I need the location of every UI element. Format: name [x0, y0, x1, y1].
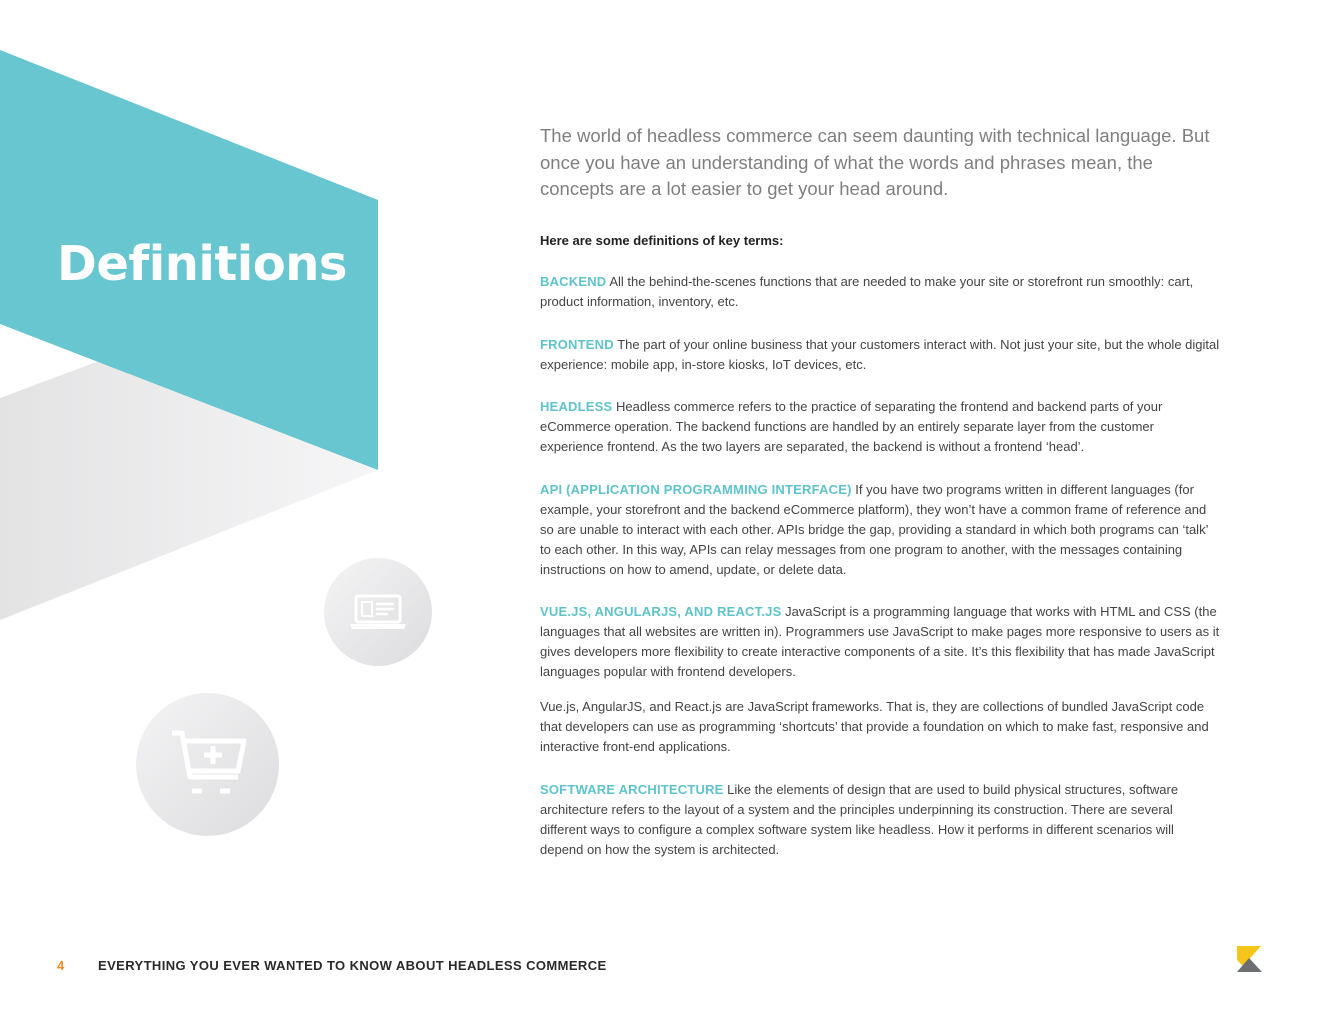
- definition-js-frameworks: [540, 602, 1220, 682]
- page-title: Definitions: [57, 236, 347, 292]
- main-content: [540, 123, 1220, 860]
- definition-software-architecture: [540, 780, 1220, 860]
- definition-term: HEADLESS: [540, 398, 613, 414]
- definition-text: Headless commerce refers to the practice of separating the frontend and backend parts of your eCommerce operation. The backend functions are handled by an entirely separate layer from the customer experience frontend. As the two layers are separated, the backend is without a frontend ‘head’.: [540, 398, 1163, 454]
- document-title: EVERYTHING YOU EVER WANTED TO KNOW ABOUT HEADLESS COMMERCE: [98, 958, 607, 973]
- definition-term: SOFTWARE ARCHITECTURE: [540, 781, 724, 797]
- definition-text: Like the elements of design that are used to build physical structures, software architecture refers to the layout of a system and the principles underpinning its construction. There are several different ways to configure a complex software system like headless. How it performs in different scenarios will depend on how the system is architected.: [540, 781, 1179, 857]
- definition-term: BACKEND: [540, 273, 607, 289]
- definition-term: VUE.JS, ANGULARJS, AND REACT.JS: [540, 603, 782, 619]
- definition-text: All the behind-the-scenes functions that are needed to make your site or storefront run smoothly: cart, product information, inventory, etc.: [540, 273, 1194, 309]
- definition-text: If you have two programs written in different languages (for example, your storefront and the backend eCommerce platform), they won’t have a common frame of reference and so are unable to interact with each other. APIs bridge the gap, providing a standard in which both programs can ‘talk’ to each other. In this way, APIs can relay messages from one program to another, with the messages containing instructions on how to amend, update, or delete data.: [540, 481, 1208, 577]
- definition-term: FRONTEND: [540, 336, 614, 352]
- definition-text: JavaScript is a programming language that works with HTML and CSS (the languages that all websites are written in). Programmers use JavaScript to make pages more responsive to users as it gives developers more flexibility to create interactive components of a site. It’s this flexibility that has made JavaScript languages popular with frontend developers.: [540, 603, 1220, 679]
- definition-text: The part of your online business that your customers interact with. Not just your site, but the whole digital experience: mobile app, in-store kiosks, IoT devices, etc.: [540, 336, 1220, 372]
- definition-frontend: [540, 335, 1220, 375]
- intro-paragraph: The world of headless commerce can seem daunting with technical language. But once you have an understanding of what the words and phrases mean, the concepts are a lot easier to get your head around.: [540, 125, 1210, 199]
- definition-js-frameworks-extra: Vue.js, AngularJS, and React.js are JavaScript frameworks. That is, they are collections of bundled JavaScript code that developers can use as programming ‘shortcuts’ that provide a foundation on which to make fast, responsive and interactive front-end applications.: [540, 698, 1209, 754]
- lead-in-heading: Here are some definitions of key terms:: [540, 232, 784, 248]
- laptop-icon-badge: [324, 558, 432, 666]
- definition-backend: [540, 272, 1220, 312]
- brand-logo-icon: [1235, 946, 1263, 974]
- cart-icon-badge: [136, 693, 279, 836]
- definition-headless: [540, 397, 1220, 457]
- laptop-icon: [348, 592, 408, 632]
- definition-api: [540, 480, 1220, 580]
- definition-term: API (APPLICATION PROGRAMMING INTERFACE): [540, 481, 852, 497]
- page-number: 4: [57, 958, 65, 973]
- shopping-cart-add-icon: [168, 727, 248, 803]
